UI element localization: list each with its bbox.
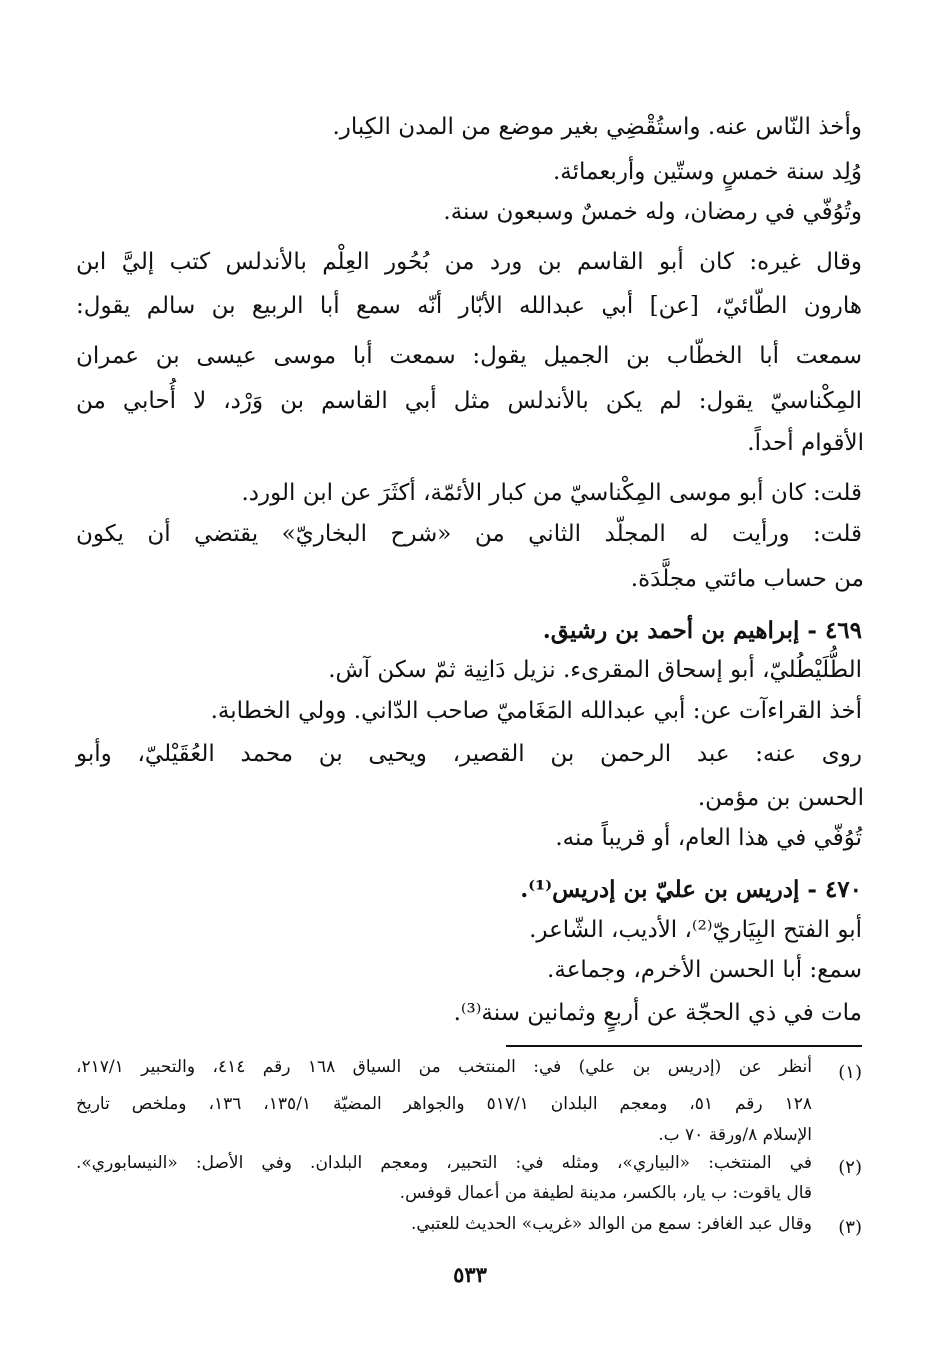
text-line: وُلِد سنة خمسٍ وستّين وأربعمائة. (552, 159, 862, 185)
text-line: قلت: ورأيت له المجلّد الثاني من «شرح البخاريّ» يقتضي أن يكون (76, 521, 862, 547)
text-line: وأخذ النّاس عنه. واستُقْضِي بغير موضع من المدن الكِبار. (332, 114, 862, 140)
text-line: وقال غيره: كان أبو القاسم بن ورد من بُحُور العِلْم بالأندلس كتب إليَّ ابن (76, 249, 862, 275)
footnote-line: قال ياقوت: ب يار، بالكسر، مدينة لطيفة من أعمال قوفس. (399, 1183, 812, 1203)
footnote-number: (٢) (838, 1157, 862, 1178)
text-line: الطُّلَيْطُليّ، أبو إسحاق المقرىء. نزيل دَانِية ثمّ سكن آش. (328, 657, 862, 683)
footnote-line: وقال عبد الغافر: سمع من الوالد «غريب» الحديث للعتبي. (410, 1214, 812, 1234)
text-line: مات في ذي الحجّة عن أربعٍ وثمانين سنة⁽³⁾. (453, 1000, 862, 1026)
footnote-line: أنظر عن (إدريس بن علي) في: المنتخب من السياق ١٦٨ رقم ٤١٤، والتحبير ٢١٧/١، (76, 1057, 812, 1077)
text-line: سمع: أبا الحسن الأخرم، وجماعة. (547, 957, 862, 983)
text-line: أخذ القراءآت عن: أبي عبدالله المَغَاميّ صاحب الدّاني. وولي الخطابة. (210, 698, 862, 724)
text-line: هارون الطّائيّ، [عن] أبي عبدالله الأبّار أنّه سمع أبا الربيع بن سالم يقول: (76, 293, 862, 319)
text-line: تُوُفّي في هذا العام، أو قريباً منه. (555, 825, 862, 851)
text-line: الأقوام أحداً. (747, 430, 864, 456)
text-line: المِكْناسيّ يقول: لم يكن بالأندلس مثل أبي القاسم بن وَرْد، لا أُحابي من (76, 388, 862, 414)
footnote-number: (٣) (838, 1217, 862, 1238)
entry-470-heading: ٤٧٠ - إدريس بن عليّ بن إدريس⁽¹⁾. (520, 876, 862, 903)
footnote-line: ١٢٨ رقم ٥١، ومعجم البلدان ٥١٧/١ والجواهر المضيّة ١٣٥/١، ١٣٦، وملخص تاريخ (76, 1094, 812, 1114)
text-line: وتُوُفّي في رمضان، وله خمسٌ وسبعون سنة. (443, 199, 862, 225)
text-line: الحسن بن مؤمن. (697, 785, 864, 811)
footnote-separator (506, 1045, 862, 1047)
text-line: روى عنه: عبد الرحمن بن القصير، ويحيى بن محمد العُقَيْليّ، وأبو (76, 741, 862, 767)
footnote-line: الإسلام ٨/ورقة ٧٠ ب. (658, 1125, 812, 1145)
entry-469-heading: ٤٦٩ - إبراهيم بن أحمد بن رشيق. (542, 617, 862, 644)
text-line: من حساب مائتي مجلَّدَة. (630, 566, 864, 592)
page-number: ٥٣٣ (453, 1262, 487, 1287)
footnote-number: (١) (838, 1062, 862, 1083)
text-line: قلت: كان أبو موسى المِكْناسيّ من كبار الأئمّة، أكثَرَ عن ابن الورد. (241, 480, 862, 506)
text-line: أبو الفتح البِيَاريّ⁽²⁾، الأديب، الشّاعر. (529, 917, 862, 943)
footnote-line: في المنتخب: «البياري»، ومثله في: التحبير، ومعجم البلدان. وفي الأصل: «النيسابوري». (76, 1153, 812, 1173)
text-line: سمعت أبا الخطّاب بن الجميل يقول: سمعت أبا موسى عيسى بن عمران (76, 343, 862, 369)
